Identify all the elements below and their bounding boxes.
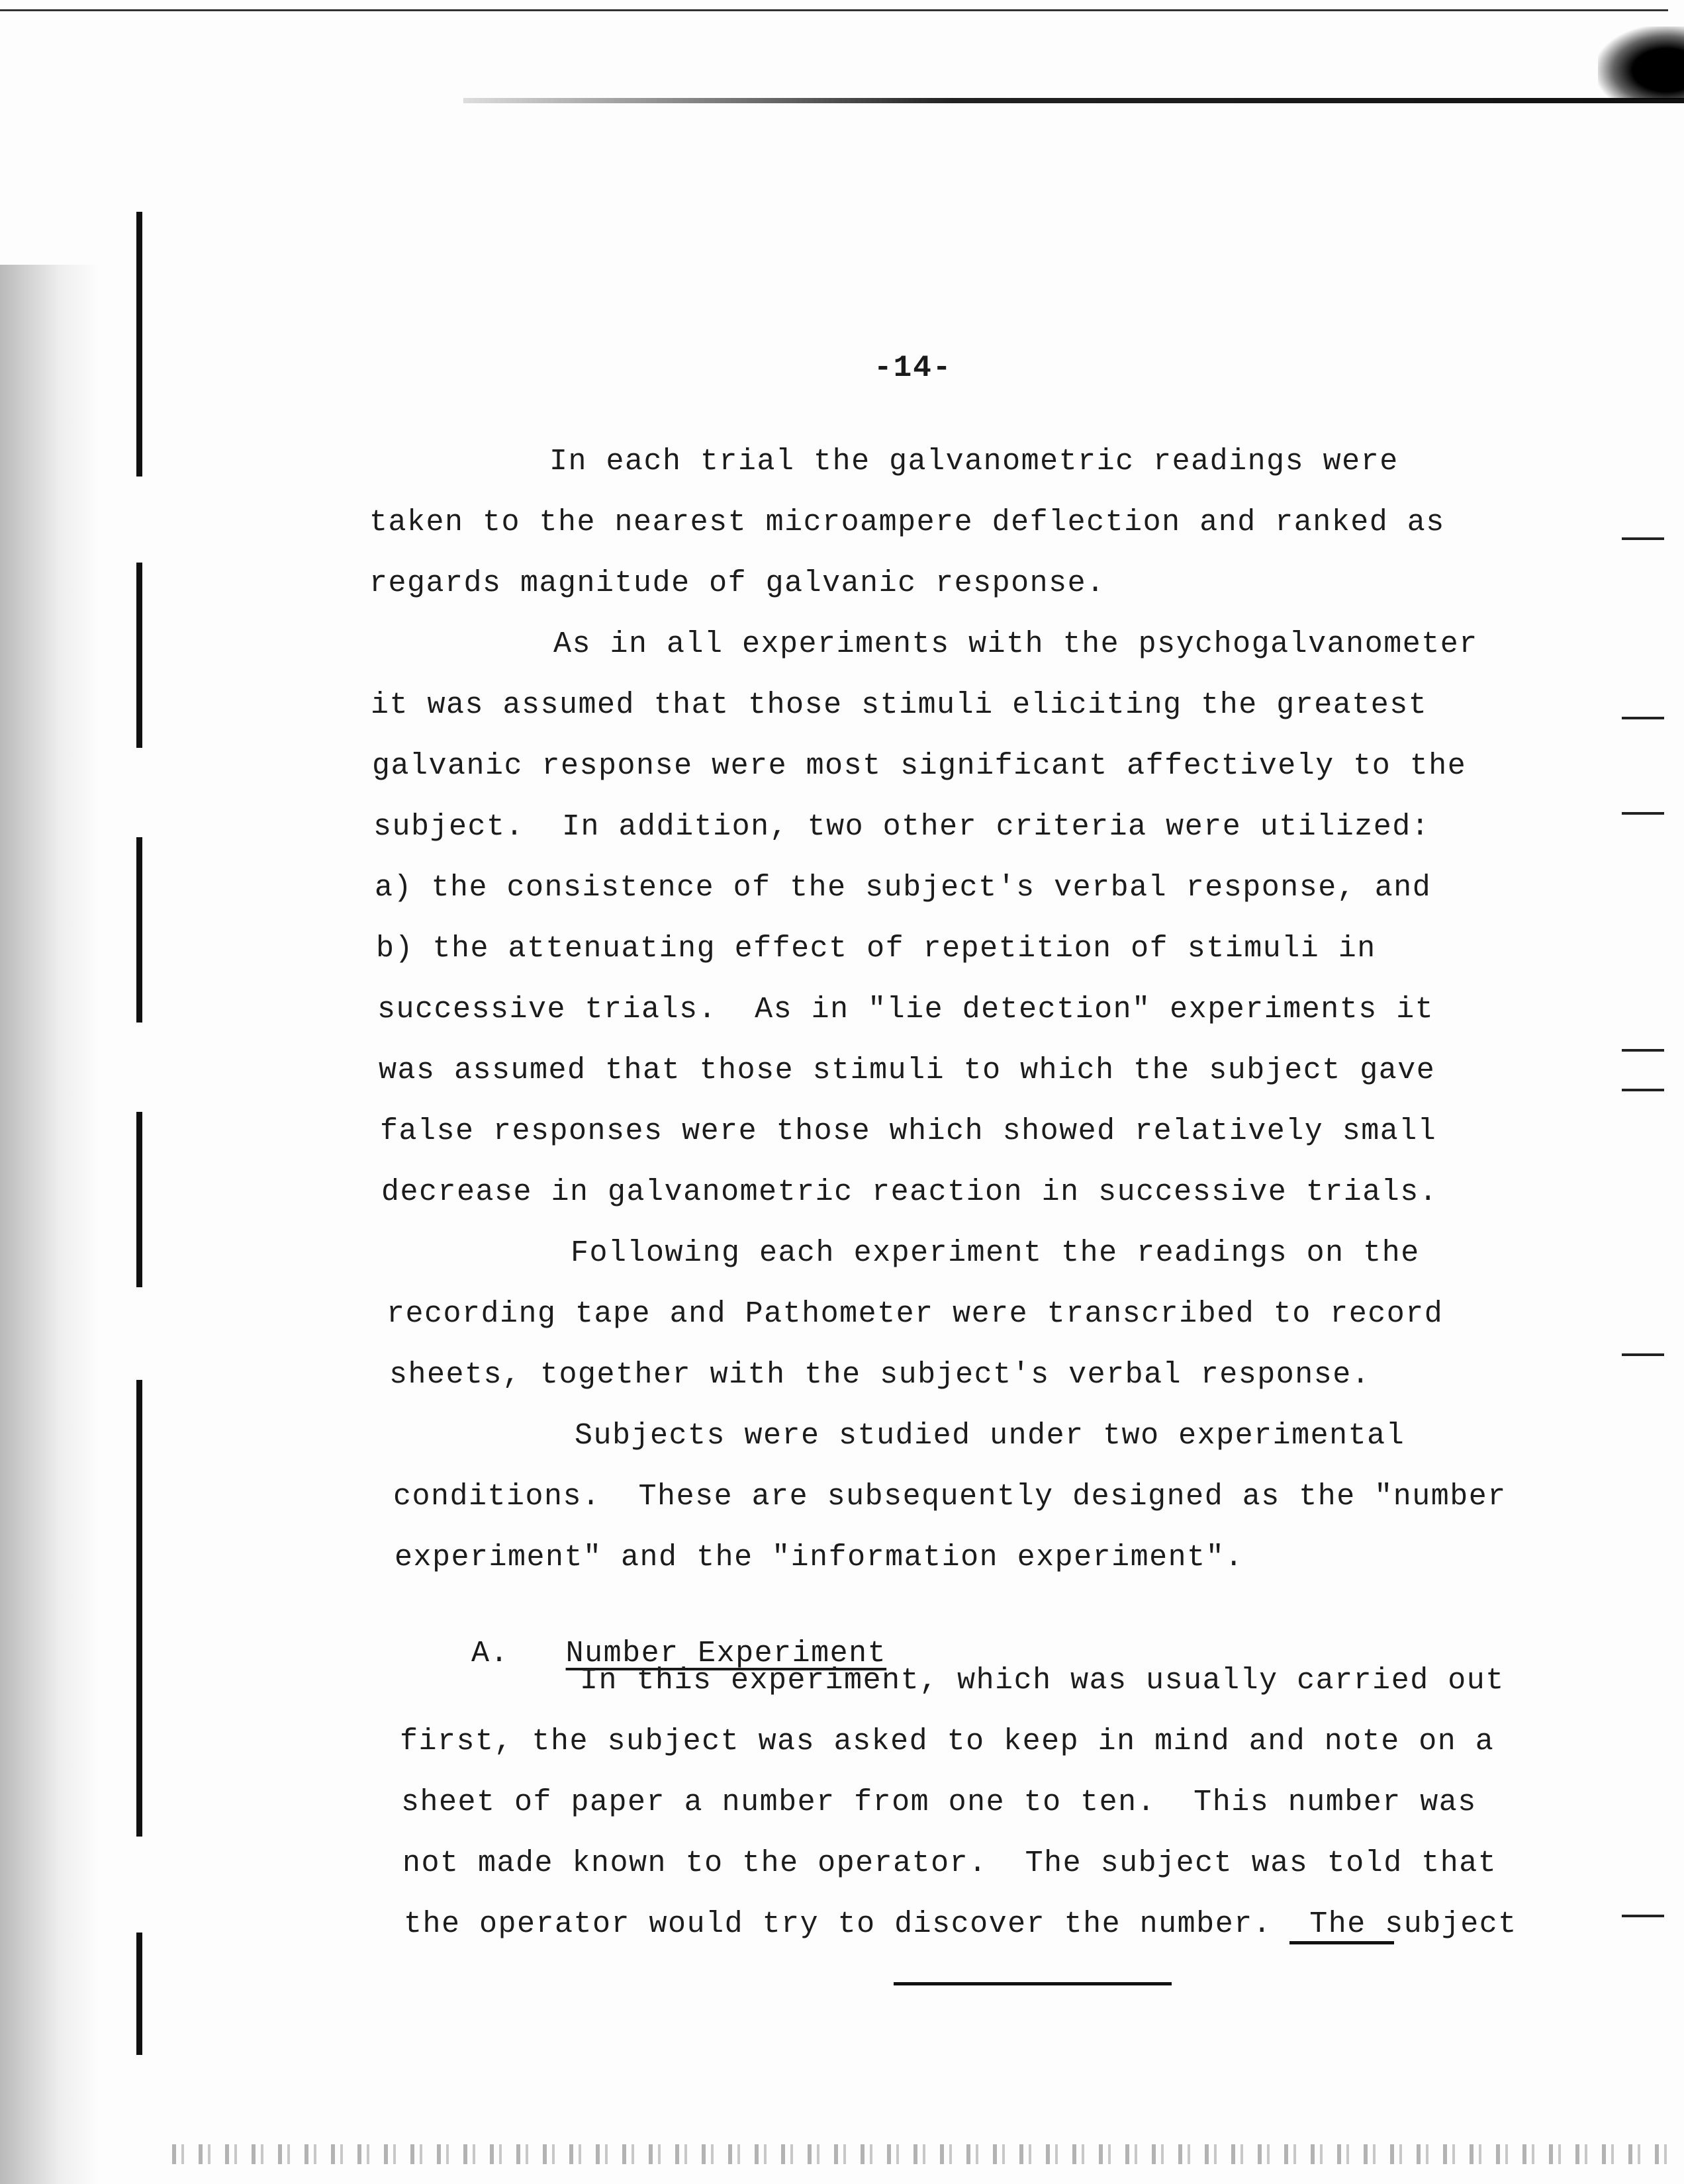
body-line: sheet of paper a number from one to ten. This number was (401, 1786, 1477, 1819)
bottom-rule (894, 1982, 1172, 1985)
margin-tick (1622, 1089, 1664, 1091)
body-line: first, the subject was asked to keep in mind and note on a (400, 1725, 1495, 1758)
margin-tick (1622, 1049, 1664, 1052)
body-line: false responses were those which showed relatively small (380, 1115, 1437, 1148)
margin-tick (1622, 812, 1664, 815)
scan-left-edge-shadow (0, 265, 99, 2184)
body-line: successive trials. As in "lie detection" experiments it (377, 993, 1434, 1026)
scan-corner-mark (1598, 26, 1684, 99)
section-label: A. (471, 1637, 510, 1670)
body-line: conditions. These are subsequently designed as the "number (393, 1480, 1507, 1514)
body-line: In each trial the galvanometric readings were (549, 445, 1399, 478)
margin-tick (1622, 717, 1664, 719)
body-line: experiment" and the "information experiment". (395, 1541, 1244, 1574)
margin-bar (136, 1933, 142, 2055)
margin-bar (136, 837, 142, 1023)
margin-tick (1622, 1353, 1664, 1356)
margin-bar (136, 1112, 142, 1287)
margin-tick (1622, 537, 1664, 540)
body-line: the operator would try to discover the number. The subject (404, 1907, 1517, 1941)
body-line: galvanic response were most significant affectively to the (372, 749, 1467, 783)
margin-bar (136, 563, 142, 748)
body-line: Following each experiment the readings on the (571, 1236, 1420, 1270)
body-line: b) the attenuating effect of repetition of stimuli in (376, 932, 1376, 966)
body-line: it was assumed that those stimuli eliciting the greatest (371, 688, 1428, 722)
body-line: sheets, together with the subject's verbal response. (389, 1358, 1371, 1392)
body-line: In this experiment, which was usually carried out (580, 1664, 1505, 1698)
section-title: Number Experiment (565, 1637, 887, 1670)
body-line: regards magnitude of galvanic response. (369, 567, 1105, 600)
margin-tick (1622, 1915, 1664, 1917)
body-line: subject. In addition, two other criteria were utilized: (373, 810, 1430, 844)
body-line: not made known to the operator. The subject was told that (402, 1846, 1497, 1880)
margin-bar (136, 1380, 142, 1837)
body-line: a) the consistence of the subject's verbal response, and (375, 871, 1432, 905)
body-line: decrease in galvanometric reaction in successive trials. (381, 1175, 1438, 1209)
margin-bar (136, 212, 142, 477)
underline-mark (1289, 1941, 1394, 1944)
body-line: As in all experiments with the psychogalvanometer (553, 627, 1478, 661)
body-line: was assumed that those stimuli to which the subject gave (379, 1054, 1436, 1087)
body-line: taken to the nearest microampere deflection and ranked as (369, 506, 1445, 539)
scan-top-bar (463, 98, 1684, 103)
body-line: recording tape and Pathometer were transcribed to record (387, 1297, 1444, 1331)
scan-bottom-noise (172, 2144, 1668, 2164)
scan-top-rule (0, 9, 1668, 11)
page-number: -14- (874, 351, 953, 385)
body-line: Subjects were studied under two experimental (575, 1419, 1405, 1453)
